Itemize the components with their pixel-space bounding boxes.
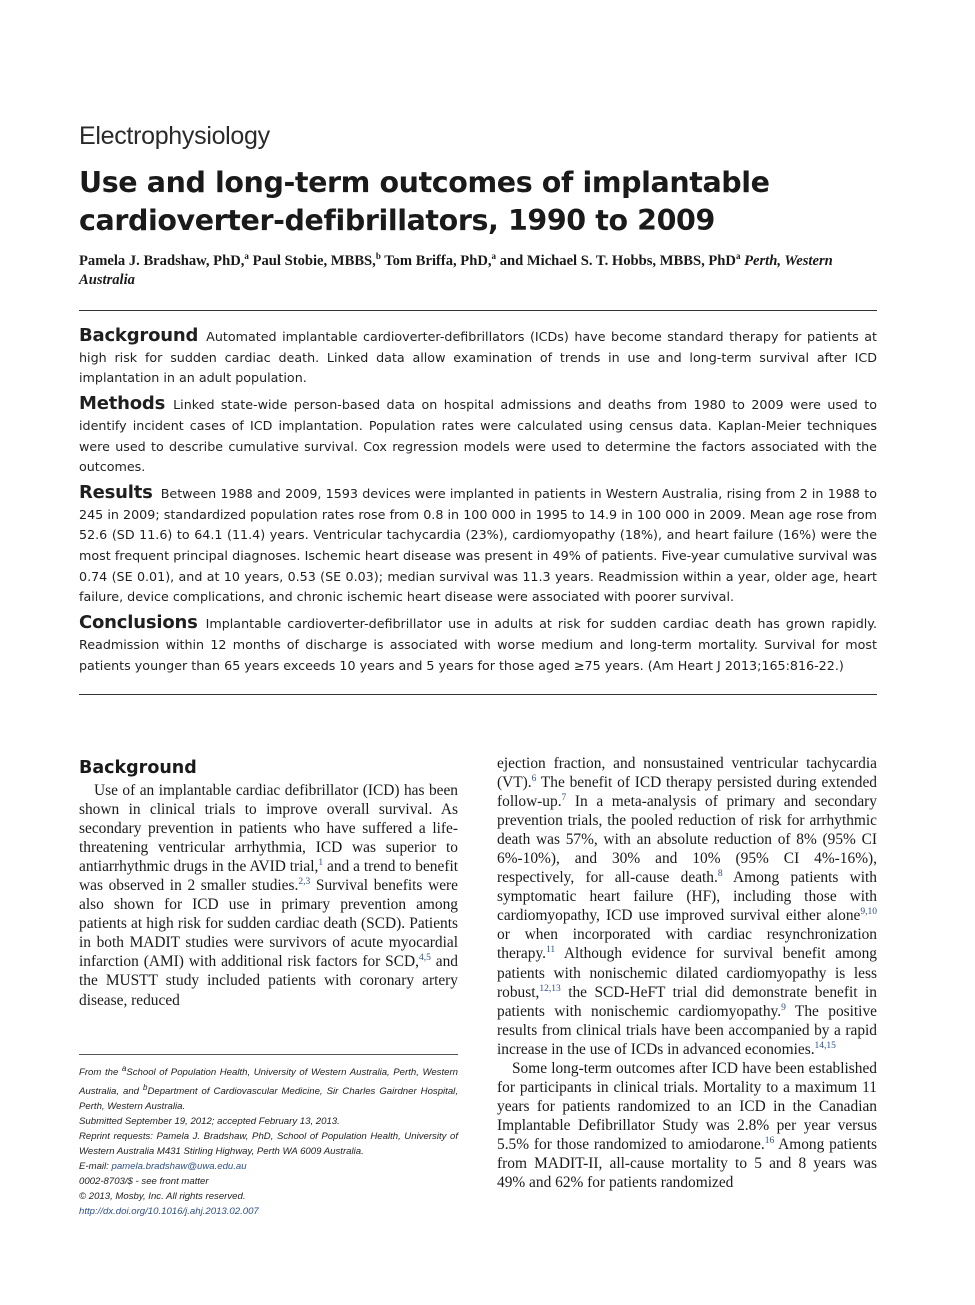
footnote-text: From the bbox=[79, 1067, 122, 1079]
citation-link[interactable]: 11 bbox=[546, 945, 556, 956]
citation-link[interactable]: 16 bbox=[764, 1135, 775, 1146]
body-text: The benefit of ICD therapy persisted during extended follow-up. bbox=[497, 774, 877, 811]
body-text: the SCD-HeFT trial did demonstrate benefit in patients with nonischemic cardiomyopathy. bbox=[497, 983, 877, 1020]
abstract-text: Between 1988 and 2009, 1593 devices were implanted in patients in Western Australia, rising from 2 in 1988 to 245 in 2009; standardized population rates rose from 0.8 in 100 000 in 1995 to 14.9 in 100 000 in 2009. Mean age rose from 52.6 (SD 11.6) to 64.1 (11.4) years. Ventricular tachycardia (23%), cardiomyopathy (18%), and heart failure (16%) were the most frequent principal diagnoses. Ischemic heart disease was present in 49% of patients. Five-year cumulative survival was 0.74 (SE 0.01), and at 10 years, 0.53 (SE 0.03); median survival was 11.3 years. Readmission within a year, older age, heart failure, device complications, and chronic ischemic heart disease were associated with poorer survival. bbox=[79, 485, 877, 605]
citation-link[interactable]: 12,13 bbox=[539, 983, 561, 994]
affiliation-mark: b bbox=[375, 251, 381, 261]
body-text: The positive results from clinical trials have been accompanied by a rapid increase in the use of ICDs in advanced economies. bbox=[497, 1002, 877, 1058]
body-text: and a trend to benefit was observed in 2 smaller studies. bbox=[79, 858, 458, 895]
body-text: Survival benefits were also shown for ICD use in primary prevention among patients at high risk for sudden cardiac death (SCD). Patients in both MADIT studies were survivors of acute myocardial infarction (AMI) with additional risk factors for SCD, bbox=[79, 877, 458, 971]
abstract-heading: Conclusions bbox=[79, 612, 198, 634]
article-title: Use and long-term outcomes of implantable cardioverter-defibrillators, 1990 to 2009 bbox=[79, 166, 770, 237]
footnotes bbox=[79, 1062, 458, 1219]
author-location: Perth, Western Australia bbox=[79, 252, 833, 288]
author-name: and Michael S. T. Hobbs, MBBS, PhD bbox=[499, 252, 736, 269]
author-name: Paul Stobie, MBBS, bbox=[252, 252, 376, 269]
body-text: and the MUSTT study included patients with coronary artery disease, reduced bbox=[79, 953, 458, 1009]
body-paragraph bbox=[497, 754, 877, 1059]
body-text: Although evidence for survival benefit among patients with nonischemic dilated cardiomyopathy is less robust, bbox=[497, 945, 877, 1001]
abstract-heading: Results bbox=[79, 481, 153, 503]
body-text: or when incorporated with cardiac resynchronization therapy. bbox=[497, 926, 877, 963]
copyright-note: © 2013, Mosby, Inc. All rights reserved. bbox=[79, 1190, 246, 1202]
citation-link[interactable]: 9,10 bbox=[860, 907, 877, 918]
abstract-conclusions bbox=[79, 613, 877, 676]
citation-link[interactable]: 2,3 bbox=[298, 877, 311, 888]
abstract-heading: Methods bbox=[79, 393, 166, 415]
citation-link[interactable]: 6 bbox=[531, 773, 537, 784]
abstract-top-rule bbox=[79, 310, 877, 311]
email-note bbox=[79, 1160, 458, 1175]
doi-link[interactable]: http://dx.doi.org/10.1016/j.ahj.2013.02.007 bbox=[79, 1205, 259, 1217]
body-text: Among patients with symptomatic heart failure (HF), including those with cardiomyopathy, ICD use improved survival either alone bbox=[497, 869, 877, 925]
submitted-note: Submitted September 19, 2012; accepted February 13, 2013. bbox=[79, 1116, 340, 1128]
citation-link[interactable]: 1 bbox=[318, 858, 324, 869]
body-text: Some long-term outcomes after ICD have been established for participants in clinical trials. Mortality to a maximum 11 years for patients randomized to an ICD in the Canadian Implantable Defibrillator Study was 2.8% per year versus 5.5% for those randomized to amiodarone. bbox=[497, 1059, 877, 1153]
reprint-note: Reprint requests: Pamela J. Bradshaw, PhD, School of Population Health, University of Western Australia M431 Stirling Highway, Perth WA 6009 Australia. bbox=[79, 1131, 458, 1157]
affiliation-mark: b bbox=[142, 1083, 148, 1093]
abstract-background bbox=[79, 326, 877, 389]
abstract-results bbox=[79, 483, 877, 608]
affiliations-note bbox=[79, 1062, 458, 1115]
citation-link[interactable]: 14,15 bbox=[814, 1040, 836, 1051]
abstract-text: Linked state-wide person-based data on hospital admissions and deaths from 1980 to 2009 were used to identify incident cases of ICD implantation. Population rates were calculated using census data. Kaplan-Meier techniques were used to describe cumulative survival. Cox regression models were used to determine the factors associated with the outcomes. bbox=[79, 397, 877, 475]
body-paragraph bbox=[497, 1059, 877, 1192]
body-column-left bbox=[79, 757, 458, 1010]
footnote-text: School of Population Health, University of Western Australia, Perth, Western Australia, and bbox=[79, 1067, 458, 1098]
author-name: Tom Briffa, PhD, bbox=[384, 252, 492, 269]
body-paragraph bbox=[79, 781, 458, 1010]
footnote-text: Department of Cardiovascular Medicine, Sir Charles Gairdner Hospital, Perth, Western Australia. bbox=[79, 1086, 458, 1113]
abstract-methods bbox=[79, 394, 877, 478]
citation-link[interactable]: 9 bbox=[781, 1002, 786, 1013]
body-text: ejection fraction, and nonsustained ventricular tachycardia (VT). bbox=[497, 755, 877, 792]
abstract-text: Implantable cardioverter-defibrillator use in adults at risk for sudden cardiac death has grown rapidly. Readmission within 12 months of discharge is associated with worse medium and long-term mortality. Survival for most patients younger than 65 years exceeds 10 years and 5 years for those aged ≥75 years. (Am Heart J 2013;165:816-22.) bbox=[79, 616, 877, 673]
email-link[interactable]: pamela.bradshaw@uwa.edu.au bbox=[111, 1160, 247, 1172]
body-text: In a meta-analysis of primary and secondary prevention trials, the pooled reduction of risk for arrhythmic death was 57%, with an absolute reduction of 8% (95% CI 6%-10%), and 30% and 10% (95% CI 4%-16%), respectively, for all-cause death. bbox=[497, 793, 877, 887]
affiliation-mark: a bbox=[244, 251, 249, 261]
abstract-heading: Background bbox=[79, 325, 199, 346]
footnote-rule bbox=[79, 1054, 458, 1055]
abstract-text: Automated implantable cardioverter-defibrillators (ICDs) have become standard therapy for patients at high risk for sudden cardiac death. Linked data allow examination of trends in use and long-term survival after ICD implantation in an adult population. bbox=[79, 329, 877, 386]
footnote-text: E-mail: bbox=[79, 1160, 112, 1172]
abstract-bottom-rule bbox=[79, 694, 877, 695]
affiliation-mark: a bbox=[491, 251, 497, 261]
issn-note: 0002-8703/$ - see front matter bbox=[79, 1175, 209, 1187]
section-heading: Background bbox=[79, 758, 197, 778]
body-column-right bbox=[497, 754, 877, 1192]
citation-link[interactable]: 7 bbox=[561, 792, 567, 803]
section-label: Electrophysiology bbox=[79, 122, 270, 150]
body-text: Among patients from MADIT-II, all-cause mortality to 5 and 8 years was 49% and 62% for patients randomized bbox=[497, 1135, 878, 1192]
affiliation-mark: a bbox=[735, 251, 741, 261]
citation-link[interactable]: 4,5 bbox=[418, 953, 431, 964]
affiliation-mark: a bbox=[121, 1064, 127, 1073]
abstract bbox=[79, 326, 877, 681]
body-text: Use of an implantable cardiac defibrillator (ICD) has been shown in clinical trials to improve overall survival. As secondary prevention in patients who have suffered a life-threatening ventricular arrhythmia, ICD was superior to antiarrhythmic drugs in the AVID trial, bbox=[79, 782, 458, 876]
citation-link[interactable]: 8 bbox=[717, 869, 723, 880]
author-name: Pamela J. Bradshaw, PhD, bbox=[79, 252, 245, 269]
author-list bbox=[79, 247, 877, 290]
